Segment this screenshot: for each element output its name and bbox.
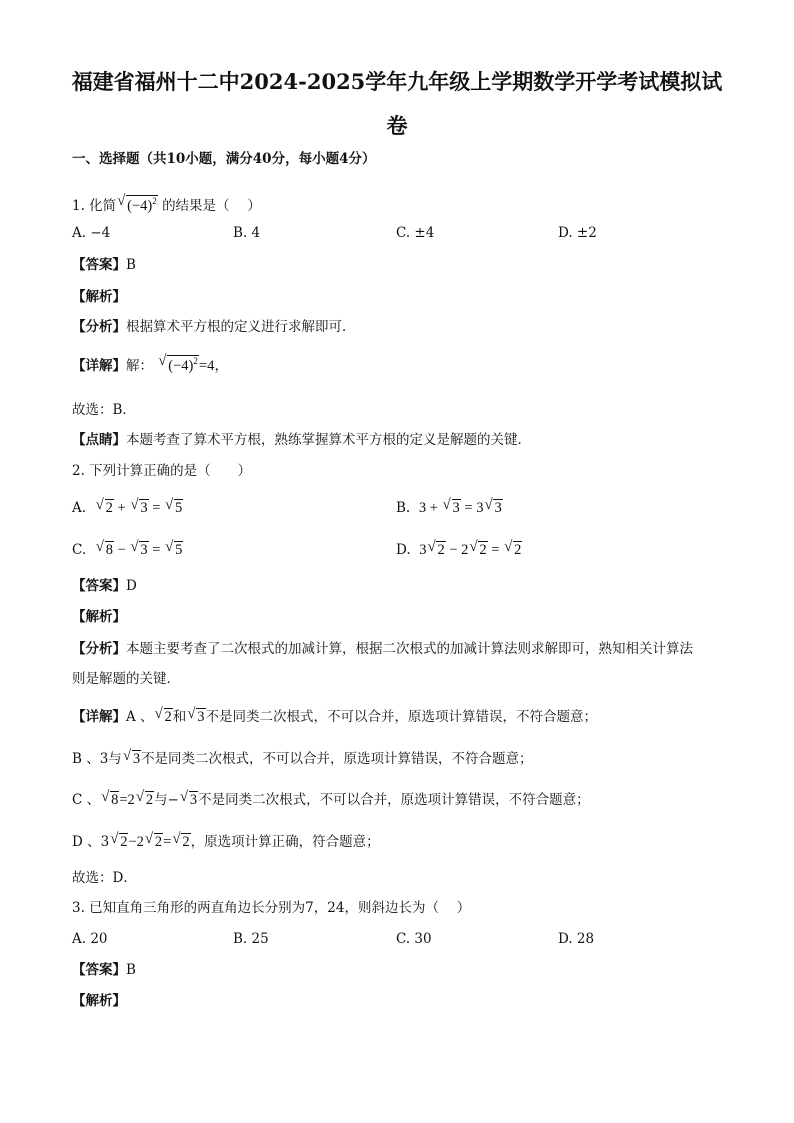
q2-option-c (72, 541, 183, 559)
sqrt-icon: √ 8 (95, 539, 113, 558)
q2-detail-c (72, 791, 590, 809)
q2-detail-d (72, 833, 380, 851)
q3-option-d: D. 28 (558, 931, 595, 947)
operator: − (449, 542, 458, 558)
radicand: 3 (452, 500, 460, 516)
detail-prefix: C 、 (72, 792, 101, 808)
sqrt-icon: √ 2 (144, 831, 163, 850)
detail-result: =4， (198, 358, 229, 374)
q1-fenxi (72, 318, 356, 336)
q2-option-b (396, 499, 503, 517)
radicand: 2 (164, 709, 172, 725)
q1-detail-sqrt (158, 355, 199, 375)
q1-radicand: (−4) (127, 198, 153, 214)
sqrt-icon: √ 3 (187, 706, 205, 725)
fenxi-text: 本题主要考查了二次根式的加减计算，根据二次根式的加减计算法则求解即可，熟知相关计算法 (126, 641, 693, 657)
q1-suffix: 的结果是（ ） (162, 198, 261, 214)
radicand: 5 (175, 500, 183, 516)
detail-text: ，原选项计算正确，符合题意； (190, 834, 380, 850)
answer-value: D (126, 578, 137, 594)
radicand: 2 (437, 542, 445, 558)
q2-fenxi (72, 640, 693, 658)
q2-option-a (72, 499, 183, 517)
radicand: 3 (197, 709, 205, 725)
comment-label: 【点睛】 (72, 432, 126, 448)
radicand: 3 (494, 500, 502, 516)
option-label: D. (396, 542, 411, 558)
coefficient: 2 (461, 542, 469, 558)
operator: −2 (128, 834, 144, 850)
answer-value: B (126, 257, 136, 273)
radicand: 2 (479, 542, 487, 558)
operator: + (117, 500, 126, 516)
radicand: 2 (145, 792, 154, 808)
conjunction: 和 (172, 709, 187, 725)
detail-prefix: 解： (126, 358, 153, 374)
detail-prefix: B 、3与 (72, 751, 122, 767)
coefficient: 3 (476, 500, 484, 516)
question-3-stem: 3. 已知直角三角形的两直角边长分别为7，24，则斜边长为（ ） (72, 900, 471, 916)
q1-option-d: D. ±2 (558, 225, 597, 241)
question-1-stem (72, 195, 261, 215)
analysis-label: 【解析】 (72, 993, 126, 1009)
radicand: 2 (105, 500, 113, 516)
q1-conclusion: 故选：B． (72, 402, 136, 418)
answer-value: B (126, 962, 136, 978)
q2-detail-a (72, 708, 597, 726)
radical-sign-icon: √ (117, 193, 126, 209)
answer-label: 【答案】 (72, 962, 126, 978)
coefficient: 3 (419, 542, 427, 558)
q2-option-d (396, 541, 522, 559)
sqrt-icon: √ 2 (427, 539, 445, 558)
option-label: A. (72, 500, 87, 516)
q1-exponent: 2 (152, 196, 157, 206)
equals: = (464, 500, 473, 516)
detail-radicand: (−4) (168, 358, 194, 374)
q3-answer (72, 961, 136, 979)
answer-label: 【答案】 (72, 578, 126, 594)
sqrt-icon: √ 2 (172, 831, 190, 850)
equals: =2 (119, 792, 135, 808)
radical-sign-icon: √ (158, 353, 167, 369)
q1-detail (72, 355, 229, 375)
detail-text: 不是同类二次根式，不可以合并，原选项计算错误，不符合题意； (198, 792, 590, 808)
sqrt-icon: √ 3 (122, 748, 141, 767)
sqrt-icon: √ 2 (95, 497, 113, 516)
detail-text: 不是同类二次根式，不可以合并，原选项计算错误，不符合题意； (141, 751, 533, 767)
q2-detail-b (72, 750, 533, 768)
sqrt-icon: √ 5 (165, 539, 183, 558)
q1-sqrt-expression (117, 195, 158, 215)
radicand: 3 (132, 751, 141, 767)
radicand: 2 (514, 542, 522, 558)
q1-option-a: A. −4 (72, 225, 111, 241)
sqrt-icon: √ 2 (135, 789, 154, 808)
sqrt-icon: √ 3 (442, 497, 460, 516)
q1-prefix: 1. 化简 (72, 198, 117, 214)
detail-label: 【详解】 (72, 709, 126, 725)
radicand: 3 (140, 500, 148, 516)
option-label: B. (396, 500, 411, 516)
section-header: 一、选择题（共10小题，满分40分，每小题4分） (72, 151, 376, 167)
option-label: C. (72, 542, 87, 558)
radicand: 5 (175, 542, 183, 558)
sqrt-icon: √ 2 (110, 831, 128, 850)
equals: = (152, 500, 161, 516)
detail-prefix: A 、 (126, 709, 154, 725)
q3-option-b: B. 25 (233, 931, 269, 947)
q1-option-c: C. ±4 (396, 225, 435, 241)
q1-answer (72, 256, 136, 274)
sqrt-icon: √ 3 (484, 497, 502, 516)
q3-analysis-label (72, 992, 126, 1010)
q2-analysis-label (72, 608, 126, 626)
q3-option-c: C. 30 (396, 931, 432, 947)
radicand: 8 (111, 792, 119, 808)
number: 3 (418, 500, 427, 516)
equals: = (163, 834, 172, 850)
sqrt-icon: √ 8 (101, 789, 119, 808)
operator: + (429, 500, 438, 516)
sqrt-icon: √ 2 (504, 539, 522, 558)
equals: = (491, 542, 500, 558)
doc-title-line2: 卷 (386, 113, 408, 138)
sqrt-icon: √ 5 (165, 497, 183, 516)
equals: = (152, 542, 161, 558)
sqrt-icon: √ 3 (130, 497, 148, 516)
analysis-label: 【解析】 (72, 289, 126, 305)
detail-text: 不是同类二次根式，不可以合并，原选项计算错误，不符合题意； (205, 709, 598, 725)
fenxi-label: 【分析】 (72, 641, 126, 657)
radicand: 2 (154, 834, 163, 850)
answer-label: 【答案】 (72, 257, 126, 273)
operator: − (117, 542, 126, 558)
detail-exponent: 2 (193, 356, 198, 366)
fenxi-label: 【分析】 (72, 319, 126, 335)
sqrt-icon: √ 2 (154, 706, 172, 725)
detail-label: 【详解】 (72, 358, 126, 374)
analysis-label: 【解析】 (72, 609, 126, 625)
doc-title-line1: 福建省福州十二中2024-2025学年九年级上学期数学开学考试模拟试 (71, 69, 723, 94)
q3-option-a: A. 20 (72, 931, 108, 947)
radicand: 3 (189, 792, 198, 808)
sqrt-icon: √ 3 (130, 539, 148, 558)
q1-option-b: B. 4 (233, 225, 261, 241)
conjunction: 与− (154, 792, 179, 808)
sqrt-icon: √ 2 (469, 539, 487, 558)
q2-answer (72, 577, 137, 595)
radicand: 2 (182, 834, 190, 850)
radicand: 8 (105, 542, 113, 558)
radicand: 3 (140, 542, 148, 558)
fenxi-text: 根据算术平方根的定义进行求解即可． (126, 319, 356, 335)
sqrt-icon: √ 3 (179, 789, 198, 808)
comment-text: 本题考查了算术平方根，熟练掌握算术平方根的定义是解题的关键． (126, 432, 531, 448)
q1-comment (72, 431, 531, 449)
q2-fenxi-cont: 则是解题的关键． (72, 671, 180, 687)
q2-conclusion: 故选：D． (72, 870, 137, 886)
radicand: 2 (120, 834, 128, 850)
detail-prefix: D 、3 (72, 834, 110, 850)
q1-analysis-label (72, 288, 126, 306)
question-2-stem: 2. 下列计算正确的是（ ） (72, 463, 252, 479)
